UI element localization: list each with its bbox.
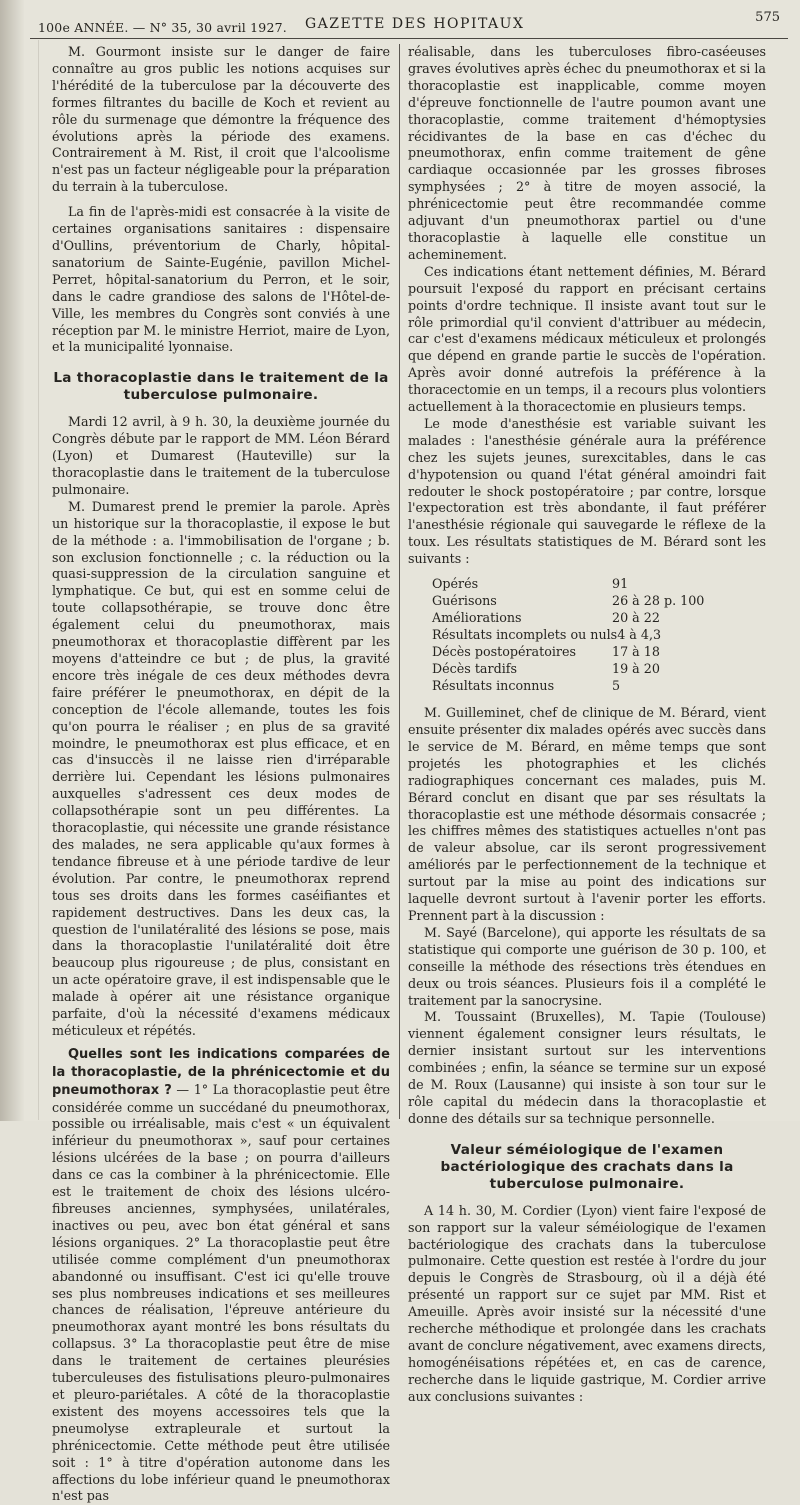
statistics-table (432, 576, 732, 695)
paragraph-toussaint: M. Toussaint (Bruxelles), M. Tapie (Toulouse) viennent également consigner leurs résultats, le dernier insistant surtout sur les interventions combinées ; enfin, la séance se termine sur un exposé de M. Roux (Lausanne) qui insiste à son tour sur le rôle capital du médecin dans la thoracoplastie et donne des détails sur sa technique personnelle. (408, 1009, 766, 1126)
column-divider (399, 44, 400, 1119)
page-number: 575 (755, 10, 780, 25)
left-column (52, 44, 390, 1505)
page-edge-shadow (0, 0, 24, 1121)
page-header (30, 8, 788, 39)
stat-row: Guérisons 26 à 28 p. 100 (432, 593, 705, 609)
stat-row: Opérés 91 (432, 576, 629, 592)
binding-margin (38, 40, 39, 1120)
stat-row: Améliorations 20 à 22 (432, 610, 660, 626)
section-title-crachats: Valeur séméiologique de l'examen bactériologique des crachats dans la tuberculose pulmonaire. (440, 1141, 734, 1192)
paragraph-saye: M. Sayé (Barcelone), qui apporte les résultats de sa statistique qui comporte une guérison de 30 p. 100, et conseille la méthode des résections très étendues en deux ou trois séances. Plusieurs fois il a complété le traitement par la sanocrysine. (408, 924, 766, 1008)
paragraph-dumarest: M. Dumarest prend le premier la parole. Après un historique sur la thoracoplastie, il expose le but de la méthode : a. l'immobilisation de l'organe ; b. son exclusion fonctionnelle ; c. la réduction ou la quasi-suppression de la circulation sanguine et lymphatique. Ce but, qui est en somme celui de toute collapsothérapie, se trouve donc être également celui du pneumothorax, mais pneumothorax et thoracoplastie diffèrent par les moyens d'atteindre ce but ; de plus, la gravité encore très inégale de ces deux méthodes devra faire préférer le pneumothorax, en dépit de la conception de l'école allemande, toutes les fois qu'on pourra le réaliser ; en plus de sa gravité moindre, le pneumothorax est plus efficace, et en cas d'insuccès il ne laisse rien d'irréparable derrière lui. Cependant les lésions pulmonaires auxquelles s'adressent ces deux modes de collapsothérapie sont un peu différentes. La thoracoplastie, qui nécessite une grande résistance des malades, ne sera applicable qu'aux formes à tendance fibreuse et à une période tardive de leur évolution. Par contre, le pneumothorax reprend tous ses droits dans les formes caséifiantes et rapidement destructives. Dans les deux cas, la question de l'unilatéralité des lésions se pose, mais dans la thoracoplastie l'unilatéralité doit être beaucoup plus rigoureuse ; de plus, consistant en un acte opératoire grave, il est indispensable que le malade à opérer ait une résistance organique parfaite, d'où la nécessité d'examens médicaux méticuleux et répétés. (52, 498, 390, 1038)
paragraph-cordier: A 14 h. 30, M. Cordier (Lyon) vient faire l'exposé de son rapport sur la valeur séméiologique de l'examen bactériologique des crachats dans la tuberculose pulmonaire. Cette question est restée à l'ordre du jour depuis le Congrès de Strasbourg, où il a déjà été présenté un rapport sur ce sujet par MM. Rist et Ameuille. Après avoir insisté sur la nécessité d'une recherche méthodique et prolongée dans les crachats avant de conclure négativement, avec examens directs, homogénéisations répétées et, en cas de carence, recherche dans le liquide gastrique, M. Cordier arrive aux conclusions suivantes : (408, 1202, 766, 1404)
right-column (408, 44, 766, 1406)
stat-row: Résultats inconnus 5 (432, 678, 621, 694)
stat-row: Décès tardifs 19 à 20 (432, 661, 660, 677)
paragraph-afternoon-visits: La fin de l'après-midi est consacrée à la visite de certaines organisations sanitaires : dispensaire d'Oullins, préventorium de Charly, hôpital-sanatorium de Sainte-Eugénie, pavillon Michel-Perret, hôpital-sanatorium du Perron, et le soir, dans le cadre grandiose des salons de l'Hôtel-de-Ville, les membres du Congrès sont conviés à une réception par M. le ministre Herriot, maire de Lyon, et la municipalité lyonnaise. (52, 204, 390, 355)
paragraph-anesthesie: Le mode d'anesthésie est variable suivant les malades : l'anesthésie générale aura la préférence chez les sujets jeunes, surexcitables, dans le cas d'hypotension ou quand l'état général amoindri fait redouter le shock postopératoire ; par contre, lorsque l'expectoration est très abondante, il faut préférer l'anesthésie régionale qui sauvegarde le réflexe de la toux. Les résultats statistiques de M. Bérard sont les suivants : (408, 415, 766, 567)
paragraph-berard: Ces indications étant nettement définies, M. Bérard poursuit l'exposé du rapport en précisant certains points d'ordre technique. Il insiste avant tout sur le rôle primordial qu'il convient d'attribuer au médecin, car c'est d'examens médicaux méticuleux et prolongés que dépend en grande partie le succès de l'opération. Après avoir donné autrefois la préférence à la thoracectomie en un temps, il a recours plus volontiers actuellement à la thoracectomie en plusieurs temps. (408, 263, 766, 415)
journal-title: GAZETTE DES HOPITAUX (305, 16, 525, 32)
indications-text: — 1° La thoracoplastie peut être considérée comme un succédané du pneumothorax, possible ou irréalisable, mais c'est « un équivalent inférieur du pneumothorax », sauf pour certaines lésions ulcérées de la base ; on pourra d'ailleurs dans ce cas la combiner à la phrénicectomie. Elle est le traitement de choix des lésions ulcéro-fibreuses anciennes, symphysées, unilatérales, inactives ou peu, avec bon état général et sans lésions organiques. 2° La thoracoplastie peut être utilisée comme complément d'un pneumothorax abandonné ou insuffisant. C'est ici qu'elle trouve ses plus nombreuses indications et ses meilleures chances de réalisation, l'épreuve antérieure du pneumothorax ayant montré les bons résultats du collapsus. 3° La thoracoplastie peut être de mise dans le traitement de certaines pleurésies tuberculeuses des fistulisations pleuro-pulmonaires et pleuro-pariétales. A côté de la thoracoplastie existent des moyens accessoires tels que la pneumolyse extrapleurale et surtout la phrénicectomie. Cette méthode peut être utilisée soit : 1° à titre d'opération autonome dans les affections du lobe inférieur quand le pneumothorax n'est pas (52, 1081, 390, 1504)
stat-row: Décès postopératoires 17 à 18 (432, 644, 660, 660)
paragraph-second-day: Mardi 12 avril, à 9 h. 30, la deuxième journée du Congrès débute par le rapport de MM. Léon Bérard (Lyon) et Dumarest (Hauteville) sur la thoracoplastie dans le traitement de la tuberculose pulmonaire. (52, 414, 390, 497)
issue-info: 100e ANNÉE. — N° 35, 30 avril 1927. (38, 20, 287, 35)
paragraph-indications (52, 1046, 390, 1505)
paragraph-guilleminet: M. Guilleminet, chef de clinique de M. Bérard, vient ensuite présenter dix malades opérés avec succès dans le service de M. Bérard, en même temps que sont projetés les photographies et les clichés radiographiques concernant ces malades, puis M. Bérard conclut en disant que par ses résultats la thoracoplastie est une méthode désormais consacrée ; les chiffres mêmes des statistiques actuelles n'ont pas de valeur absolue, car ils seront progressivement améliorés par le perfectionnement de la technique et surtout par la mise au point des indications sur laquelle devront surtout à l'avenir porter les efforts. Prennent part à la discussion : (408, 705, 766, 923)
indications-question: Quelles sont les indications comparées de la thoracoplastie, de la phrénicectomie et du pneumothorax ? (52, 1046, 390, 1098)
section-title-thoracoplastie: La thoracoplastie dans le traitement de la tuberculose pulmonaire. (53, 370, 389, 404)
stat-row: Résultats incomplets ou nuls 4 à 4,3 (432, 627, 662, 643)
paragraph-gourmont: M. Gourmont insiste sur le danger de faire connaître au gros public les notions acquises sur l'hérédité de la tuberculose par la découverte des formes filtrantes du bacille de Koch et revient au rôle du surmenage que démontre la fréquence des évolutions après la période des examens. Contrairement à M. Rist, il croit que l'alcoolisme n'est pas un facteur négligeable pour la préparation du terrain à la tuberculose. (52, 44, 390, 195)
paragraph-phrenicectomie-cont: réalisable, dans les tuberculoses fibro-caséeuses graves évolutives après échec du pneumothorax et si la thoracoplastie est inapplicable, comme moyen d'épreuve fonctionnelle de l'autre poumon avant une thoracoplastie, comme traitement d'hémoptysies récidivantes de la base en cas d'échec du pneumothorax, enfin comme traitement de gêne cardiaque occasionnée par les grosses fibroses symphysées ; 2° à titre de moyen associé, la phrénicectomie peut être recommandée comme adjuvant d'un pneumothorax partiel ou d'une thoracoplastie à laquelle elle constitue un acheminement. (408, 44, 766, 262)
